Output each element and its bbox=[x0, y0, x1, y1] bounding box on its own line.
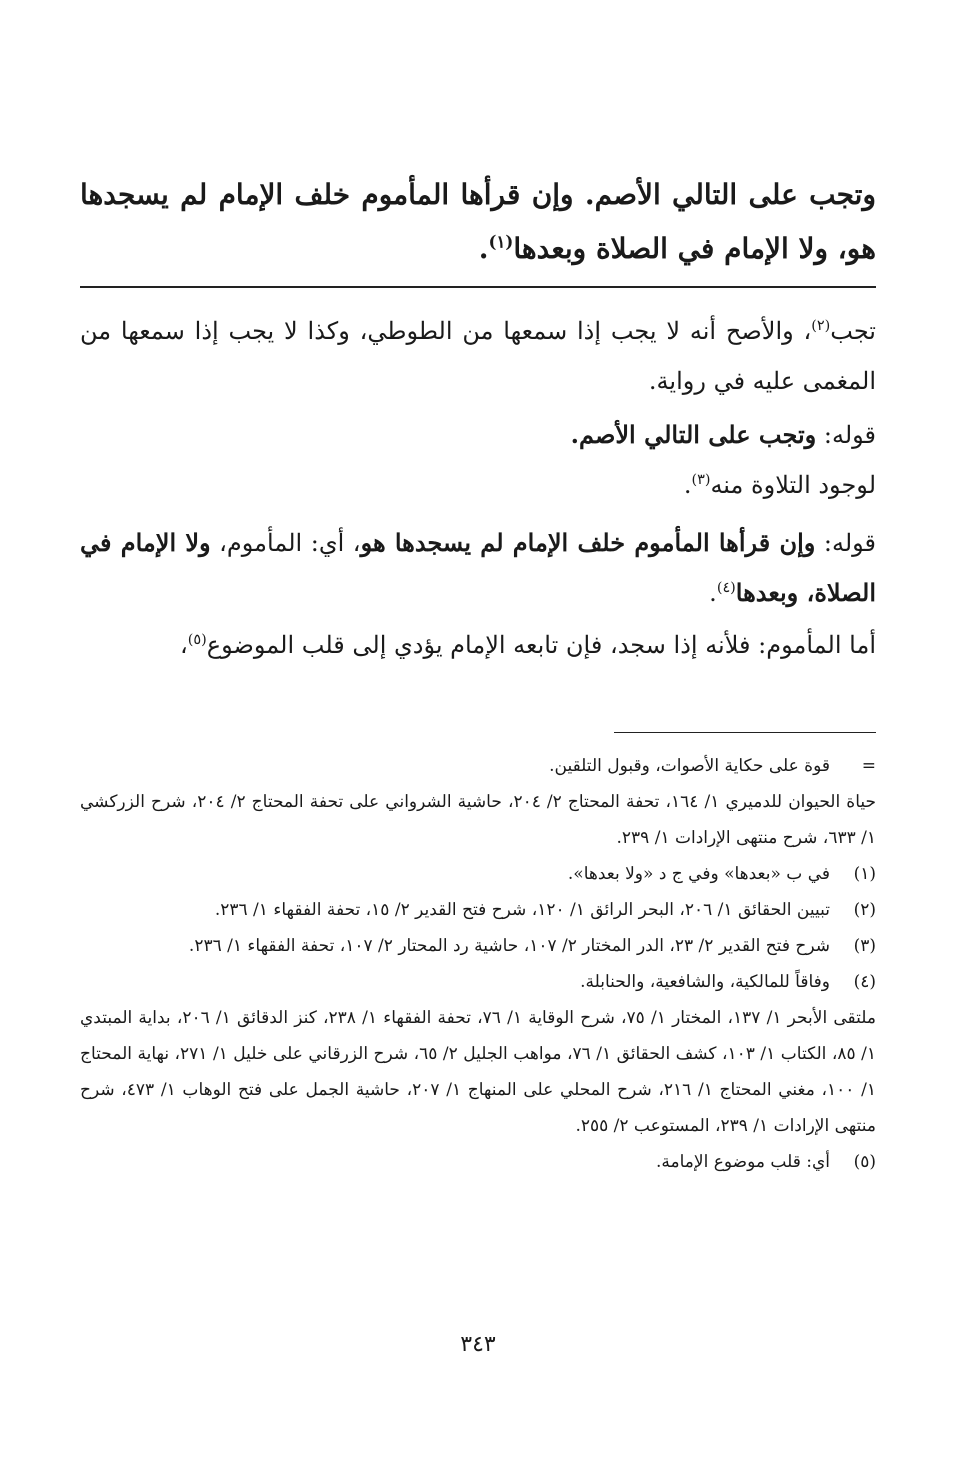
quoted-matn: وإن قرأها المأموم خلف الإمام لم يسجدها هو bbox=[360, 528, 816, 557]
footnote-ref-5: (٥) bbox=[187, 632, 207, 648]
footnote-number: (٥) bbox=[853, 1152, 876, 1172]
commentary-end: ، bbox=[180, 631, 188, 659]
commentary-text: أما المأموم: فلأنه إذا سجد، فإن تابعه الإمام يؤدي إلى قلب الموضوع bbox=[206, 631, 876, 659]
quoted-matn: ولا الإمام في الصلاة، وبعدها bbox=[80, 528, 876, 607]
footnote-text: في ب «بعدها» وفي ج د «ولا بعدها». bbox=[567, 864, 830, 884]
continuation-marker: = bbox=[861, 756, 876, 776]
footnote-number: (٤) bbox=[853, 972, 876, 992]
footnote-number: (٣) bbox=[853, 936, 876, 956]
footnotes bbox=[80, 748, 876, 1180]
quoted-matn: وتجب على التالي الأصم. bbox=[570, 420, 817, 449]
qawluhu-label: قوله: bbox=[816, 421, 876, 449]
commentary-paragraph-5 bbox=[80, 620, 876, 670]
commentary-text: ، والأصح أنه لا يجب إذا سمعها من الطوطي، وكذا لا يجب إذا سمعها من المغمى عليه في رواية. bbox=[80, 317, 876, 395]
footnote-2 bbox=[80, 892, 876, 928]
footnote-5 bbox=[80, 1144, 876, 1180]
footnote-text: حياة الحيوان للدميري ١/ ١٦٤، تحفة المحتاج ٢/ ٢٠٤، حاشية الشرواني على تحفة المحتاج ٢/ ٢٠٤، شرح الزركشي ١/ ٦٣٣، شرح منتهى الإرادات ١/ ٢٣٩. bbox=[80, 792, 877, 848]
footnote-ref-1: (١) bbox=[488, 231, 514, 252]
footnote-1 bbox=[80, 856, 876, 892]
footnote-text: قوة على حكاية الأصوات، وقبول التلقين. bbox=[549, 756, 830, 776]
commentary-text: ، أي: المأموم، bbox=[210, 529, 361, 557]
commentary-paragraph-1 bbox=[80, 306, 876, 406]
commentary-paragraph-4 bbox=[80, 518, 876, 618]
matn-body: وتجب على التالي الأصم. وإن قرأها المأموم خلف الإمام لم يسجدها هو، ولا الإمام في الصلاة وبعدها bbox=[80, 178, 876, 265]
footnote-separator-rule bbox=[614, 732, 876, 733]
footnote-text: شرح فتح القدير ٢/ ٢٣، الدر المختار ٢/ ١٠٧، حاشية رد المحتار ٢/ ١٠٧، تحفة الفقهاء ١/ ٢٣٦. bbox=[188, 936, 830, 956]
footnote-ref-3: (٣) bbox=[691, 472, 711, 488]
footnote-ref-4: (٤) bbox=[716, 580, 736, 596]
footnote-3 bbox=[80, 928, 876, 964]
footnote-4 bbox=[80, 964, 876, 1000]
footnote-number: (١) bbox=[853, 864, 876, 884]
footnote-continuation bbox=[80, 748, 876, 784]
qawluhu-label: قوله: bbox=[815, 529, 877, 557]
footnote-text: ملتقى الأبحر ١/ ١٣٧، المختار ١/ ٧٥، شرح الوقاية ١/ ٧٦، تحفة الفقهاء ١/ ٢٣٨، كنز الدقائق ١/ ٢٠٦، بداية المبتدي ١/ ٨٥، الكتاب ١/ ١٠٣، كشف الحقائق ١/ ٧٦، مواهب الجليل ٢/ ٦٥، شرح الزرقاني على خليل ١/ ٢٧١، نهاية المحتاج ١/ ١٠٠، مغني المحتاج ١/ ٢١٦، شرح المحلي على المنهاج ١/ ٢٠٧، حاشية الجمل على فتح الوهاب ١/ ٤٧٣، شرح منتهى الإرادات ١/ ٢٣٩، المستوعب ٢/ ٢٥٥. bbox=[80, 1008, 877, 1136]
footnote-text: وفاقاً للمالكية، والشافعية، والحنابلة. bbox=[580, 972, 830, 992]
matn-text bbox=[80, 168, 876, 276]
commentary-end: . bbox=[709, 579, 717, 607]
commentary-text: لوجود التلاوة منه bbox=[710, 471, 876, 499]
page-number: ٣٤٣ bbox=[460, 1332, 496, 1357]
footnote-text: تبيين الحقائق ١/ ٢٠٦، البحر الرائق ١/ ١٢٠، شرح فتح القدير ٢/ ١٥، تحفة الفقهاء ١/ ٢٣٦. bbox=[214, 900, 830, 920]
commentary-paragraph-3 bbox=[80, 460, 876, 510]
footnote-text: أي: قلب موضوع الإمامة. bbox=[656, 1152, 830, 1172]
matn-end: . bbox=[478, 232, 489, 265]
matn-separator-rule bbox=[80, 286, 876, 288]
footnote-number: (٢) bbox=[853, 900, 876, 920]
commentary-end: . bbox=[683, 471, 692, 499]
footnote-ref-2: (٢) bbox=[811, 318, 831, 334]
commentary-paragraph-2 bbox=[80, 410, 876, 460]
commentary-text: تجب bbox=[830, 317, 876, 345]
